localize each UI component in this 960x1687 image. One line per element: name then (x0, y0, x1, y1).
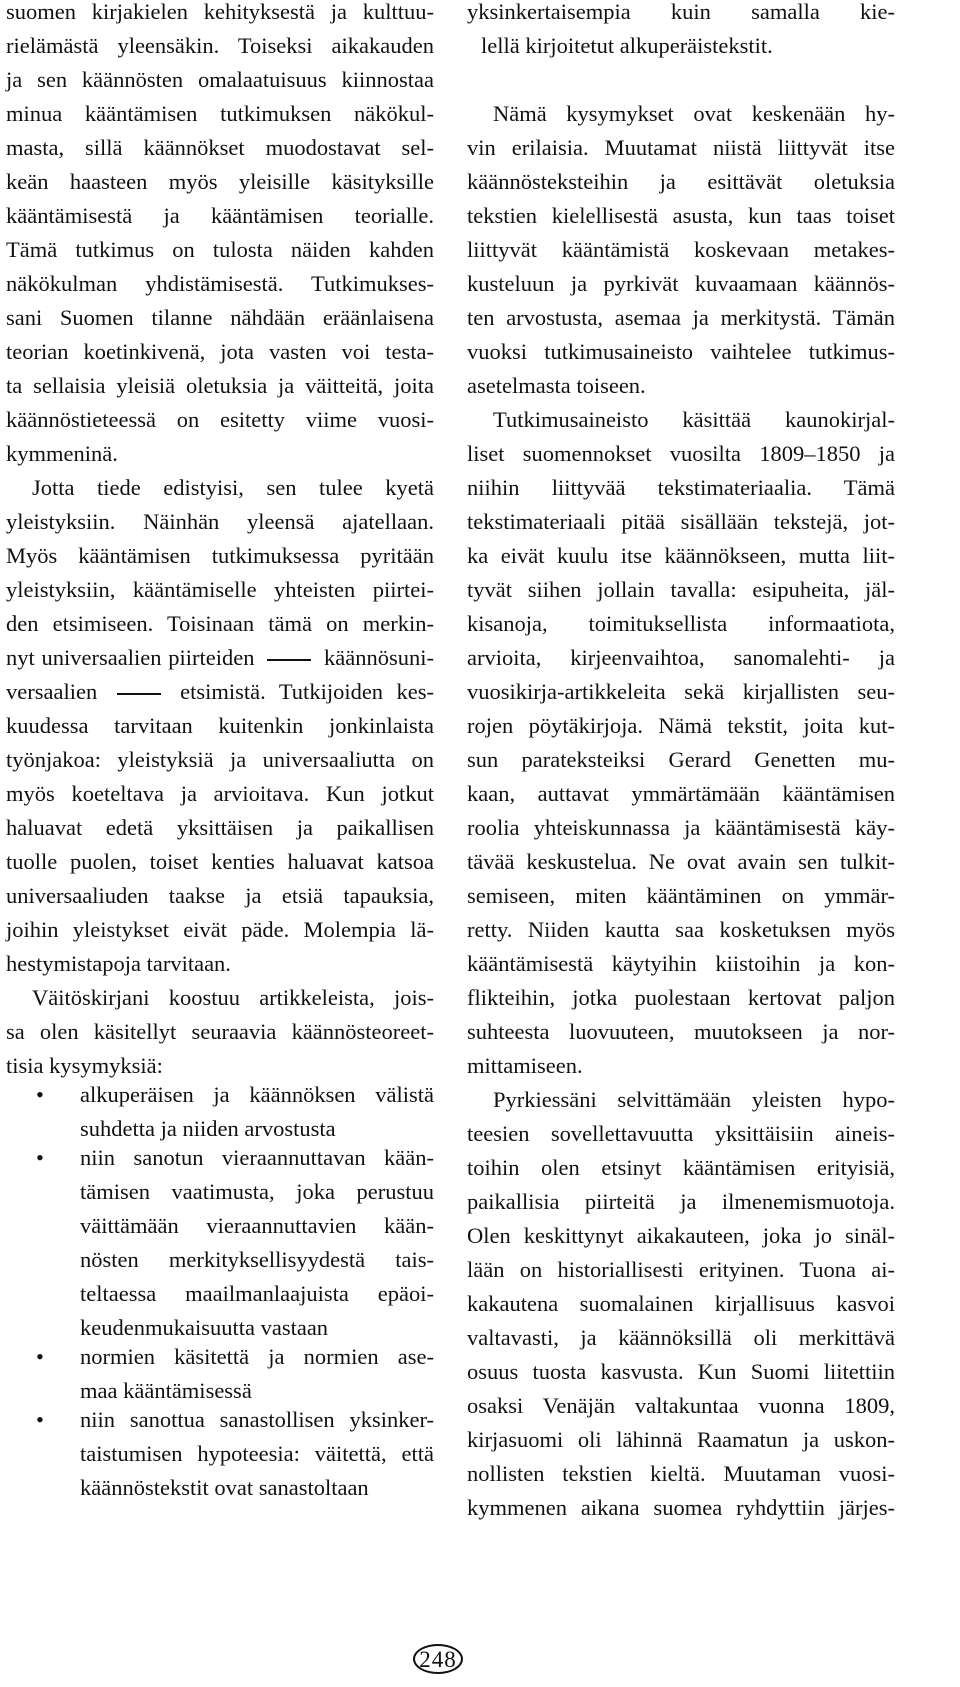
text-line: kuudessa tarvitaan kuitenkin jonkinlaista (6, 713, 434, 738)
right-text (467, 0, 895, 1525)
em-dash-rule (267, 659, 311, 661)
bullet-line (6, 1277, 434, 1311)
text-line: sa olen käsitellyt seuraavia käännösteoreet- (6, 1019, 434, 1044)
text-line: tävää keskustelua. Ne ovat avain sen tulkit- (467, 849, 895, 874)
text-line: asetelmasta toiseen. (467, 373, 646, 398)
bullet-text: teltaessa maailmanlaajuista epäoi- (80, 1281, 434, 1306)
text-line: liittyvät kääntämistä koskevaan metakes- (467, 237, 895, 262)
text-line: kääntämisestä ja kääntämisen teorialle. (6, 203, 434, 228)
bullet-text: normien käsitettä ja normien ase- (80, 1344, 434, 1369)
text-line: osuus tuosta kasvusta. Kun Suomi liitettiin (467, 1359, 895, 1384)
text-line: Väitöskirjani koostuu artikkeleista, jois- (32, 985, 434, 1010)
text-line: kakautena suomalainen kirjallisuus kasvoi (467, 1291, 895, 1316)
text-line: Olen keskittynyt aikakauteen, joka jo sinäl- (467, 1223, 895, 1248)
text-line: mittamiseen. (467, 1053, 583, 1078)
bullet-line (6, 1471, 434, 1505)
text-line: sani Suomen tilanne nähdään eräänlaisena (6, 305, 434, 330)
text-line: lään on historiallisesti erityinen. Tuona ai- (467, 1257, 895, 1282)
bullet-text: keudenmukaisuutta vastaan (80, 1315, 329, 1340)
text-line: työnjakoa: yleistyksiä ja universaaliutta on (6, 747, 434, 772)
right-column (467, 0, 895, 1525)
text-line: kääntämisestä käytyihin kiistoihin ja kon- (467, 951, 895, 976)
text-line: teorian koetinkivenä, jota vasten voi testa- (6, 339, 434, 364)
text-line: tyvät siihen jollain tavalla: esipuheita, jäl- (467, 577, 895, 602)
bullet-item (6, 1078, 434, 1146)
text-line: niihin liittyvää tekstimateriaalia. Tämä (467, 475, 895, 500)
text-line: Nämä kysymykset ovat keskenään hy- (493, 101, 895, 126)
text-line: kisanoja, toimituksellista informaatiota, (467, 611, 895, 636)
text-line (6, 641, 434, 675)
text-line: kymmeninä. (6, 441, 118, 466)
text-line: ja sen käännösten omalaatuisuus kiinnostaa (6, 67, 434, 92)
text-line: arvioita, kirjeenvaihtoa, sanomalehti- ja (467, 645, 895, 670)
text-line: universaaliuden taakse ja etsiä tapauksia, (6, 883, 434, 908)
text-segment: nyt universaalien piirteiden (6, 645, 255, 670)
bullet-text: käännöstekstit ovat sanastoltaan (80, 1475, 369, 1500)
bullet-line (6, 1209, 434, 1243)
text-line: minua kääntämisen tutkimuksen näkökul- (6, 101, 434, 126)
bullet-line (6, 1403, 434, 1437)
text-line: tekstien kielellisestä asusta, kun taas toiset (467, 203, 895, 228)
text-line: Tutkimusaineisto käsittää kaunokirjal- (493, 407, 895, 432)
text-line: vuoksi tutkimusaineisto vaihtelee tutkimus- (467, 339, 895, 364)
text-line: rielämästä yleensäkin. Toiseksi aikakauden (6, 33, 434, 58)
bullet-line (6, 1141, 434, 1175)
text-line: käännöstieteessä on esitetty viime vuosi- (6, 407, 434, 432)
bullet-text: väittämään vieraannuttavien kään- (80, 1213, 434, 1238)
text-line: Tämä tutkimus on tulosta näiden kahden (6, 237, 434, 262)
text-line: kaan, auttavat ymmärtämään kääntämisen (467, 781, 895, 806)
bullet-text: taistumisen hypoteesia: väitettä, että (80, 1441, 434, 1466)
text-line: retty. Niiden kautta saa kosketuksen myös (467, 917, 895, 942)
bullet-text: suhdetta ja niiden arvostusta (80, 1116, 336, 1141)
text-line: Pyrkiessäni selvittämään yleisten hypo- (493, 1087, 895, 1112)
text-segment: käännösuni- (324, 645, 435, 670)
text-line: masta, sillä käännökset muodostavat sel- (6, 135, 434, 160)
text-line: Jotta tiede edistyisi, sen tulee kyetä (32, 475, 434, 500)
bullet-text: alkuperäisen ja käännöksen välistä (80, 1082, 434, 1107)
text-line: joihin yleistykset eivät päde. Molempia lä- (6, 917, 434, 942)
text-line: kymmenen aikana suomea ryhdyttiin järjes- (467, 1495, 895, 1520)
text-line: rojen pöytäkirjoja. Nämä tekstit, joita kut- (467, 713, 895, 738)
bullet-line (6, 1078, 434, 1112)
text-line: roolia yhteiskunnassa ja kääntämisestä käy- (467, 815, 895, 840)
bullet-list (6, 1078, 434, 1505)
text-line: hestymistapoja tarvitaan. (6, 951, 231, 976)
text-line: teesien sovellettavuutta yksittäisiin aineis- (467, 1121, 895, 1146)
left-column (6, 0, 434, 1505)
text-line: yleistyksiin. Näinhän yleensä ajatellaan. (6, 509, 434, 534)
text-line: vin erilaisia. Muutamat niistä liittyvät itse (467, 135, 895, 160)
bullet-icon: • (36, 1145, 44, 1170)
text-line: osaksi Venäjän valtakuntaa vuonna 1809, (467, 1393, 895, 1418)
text-line: tuolle puolen, toiset kenties haluavat katsoa (6, 849, 434, 874)
text-line: kusteluun ja pyrkivät kuvaamaan käännös- (467, 271, 895, 296)
text-line: kirjasuomi oli lähinnä Raamatun ja uskon- (467, 1427, 895, 1452)
text-segment: versaalien (6, 679, 98, 704)
bullet-item (6, 1141, 434, 1345)
text-line: Myös kääntämisen tutkimuksessa pyritään (6, 543, 434, 568)
text-line: vuosikirja-artikkeleita sekä kirjallisten seu- (467, 679, 895, 704)
bullet-line (6, 1175, 434, 1209)
bullet-icon: • (36, 1407, 44, 1432)
bullet-line (6, 1340, 434, 1374)
text-line: paikallisia piirteitä ja ilmenemismuotoja. (467, 1189, 895, 1214)
text-line: toihin olen etsinyt kääntämisen erityisiä, (467, 1155, 895, 1180)
text-line: yleistyksiin, kääntämiselle yhteisten piirtei- (6, 577, 434, 602)
text-line: sun parateksteiksi Gerard Genetten mu- (467, 747, 895, 772)
text-line: den etsimiseen. Toisinaan tämä on merkin- (6, 611, 434, 636)
text-line: ta sellaisia yleisiä oletuksia ja väitteitä, joita (6, 373, 434, 398)
text-line: tisia kysymyksiä: (6, 1053, 163, 1078)
bullet-icon: • (36, 1344, 44, 1369)
left-text (6, 0, 434, 1083)
bullet-text: nösten merkityksellisyydestä tais- (80, 1247, 434, 1272)
bullet-line (6, 1243, 434, 1277)
text-line: haluavat edetä yksittäisen ja paikallisen (6, 815, 434, 840)
em-dash-rule (117, 693, 161, 695)
text-line: yksinkertaisempia kuin samalla kie- (467, 0, 895, 24)
text-line: tekstimateriaali pitää sisällään tekstejä, jot- (467, 509, 895, 534)
text-line: flikteihin, jotka puolestaan kertovat paljon (467, 985, 895, 1010)
text-line (6, 675, 434, 709)
text-line: semiseen, miten kääntäminen on ymmär- (467, 883, 895, 908)
text-line: suomen kirjakielen kehityksestä ja kulttuu- (6, 0, 434, 24)
text-line: valtavasti, ja käännöksillä oli merkittävä (467, 1325, 895, 1350)
bullet-text: tämisen vaatimusta, joka perustuu (80, 1179, 434, 1204)
bullet-text: niin sanottua sanastollisen yksinker- (80, 1407, 434, 1432)
bullet-item (6, 1403, 434, 1505)
paragraph-gap (467, 63, 895, 97)
text-line: keän haasteen myös yleisille käsityksille (6, 169, 434, 194)
text-line: käännösteksteihin ja esittävät oletuksia (467, 169, 895, 194)
text-line: näkökulman yhdistämisestä. Tutkimukses- (6, 271, 434, 296)
bullet-text: niin sanotun vieraannuttavan kään- (80, 1145, 434, 1170)
text-segment: etsimistä. Tutkijoiden kes- (180, 679, 435, 704)
text-line: nollisten tekstien kieltä. Muutaman vuosi- (467, 1461, 895, 1486)
text-line: ka eivät kuulu itse käännökseen, mutta liit- (467, 543, 895, 568)
text-line: suhteesta luovuuteen, muutokseen ja nor- (467, 1019, 895, 1044)
text-line: ten arvostusta, asemaa ja merkitystä. Tämän (467, 305, 895, 330)
text-line: lellä kirjoitetut alkuperäistekstit. (481, 33, 773, 58)
bullet-icon: • (36, 1082, 44, 1107)
text-line: myös koeteltava ja arvioitava. Kun jotkut (6, 781, 434, 806)
bullet-line (6, 1437, 434, 1471)
text-line: liset suomennokset vuosilta 1809–1850 ja (467, 441, 895, 466)
page-number: 248 (413, 1644, 463, 1674)
bullet-text: maa kääntämisessä (80, 1378, 252, 1403)
bullet-item (6, 1340, 434, 1408)
